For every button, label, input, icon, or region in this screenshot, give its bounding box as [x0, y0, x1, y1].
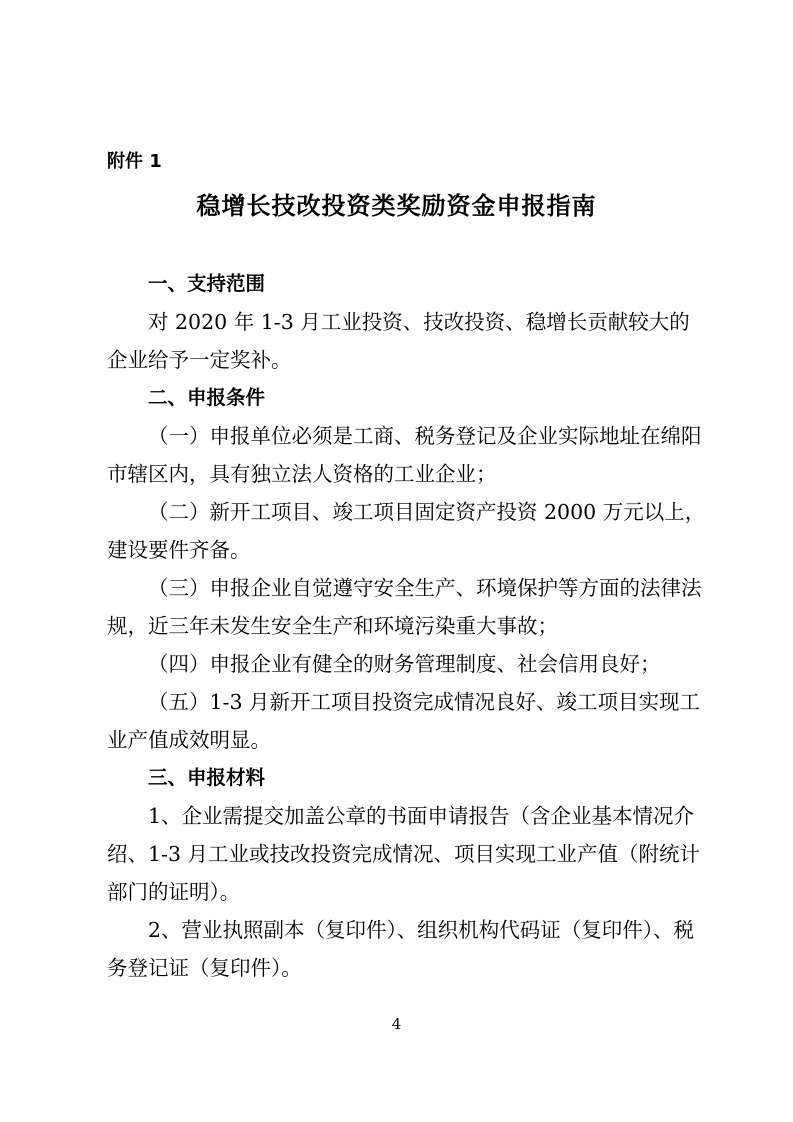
- paragraph: 2、营业执照副本（复印件）、组织机构代码证（复印件）、税务登记证（复印件）。: [107, 918, 695, 980]
- section-heading-materials: 三、申报材料: [148, 766, 266, 789]
- paragraph: （一）申报单位必须是工商、税务登记及企业实际地址在绵阳市辖区内，具有独立法人资格的工业企业；: [107, 424, 702, 486]
- document-title: 稳增长技改投资类奖励资金申报指南: [196, 192, 597, 220]
- attachment-label: 附件 1: [107, 151, 162, 172]
- page-number: 4: [391, 1015, 402, 1033]
- section-heading-conditions: 二、申报条件: [148, 386, 266, 409]
- section-heading-scope: 一、支持范围: [148, 272, 266, 295]
- paragraph: 1、企业需提交加盖公章的书面申请报告（含企业基本情况介绍、1-3 月工业或技改投资完成情况、项目实现工业产值（附统计部门的证明）。: [107, 804, 701, 904]
- paragraph: （三）申报企业自觉遵守安全生产、环境保护等方面的法律法规，近三年未发生安全生产和环境污染重大事故；: [107, 576, 702, 638]
- paragraph: 对 2020 年 1-3 月工业投资、技改投资、稳增长贡献较大的企业给予一定奖补。: [107, 310, 690, 372]
- document-body: [107, 265, 707, 987]
- paragraph: （五）1-3 月新开工项目投资完成情况良好、竣工项目实现工业产值成效明显。: [107, 690, 701, 752]
- paragraph: （二）新开工项目、竣工项目固定资产投资 2000 万元以上，建设要件齐备。: [107, 500, 706, 562]
- paragraph: （四）申报企业有健全的财务管理制度、社会信用良好；: [148, 652, 661, 676]
